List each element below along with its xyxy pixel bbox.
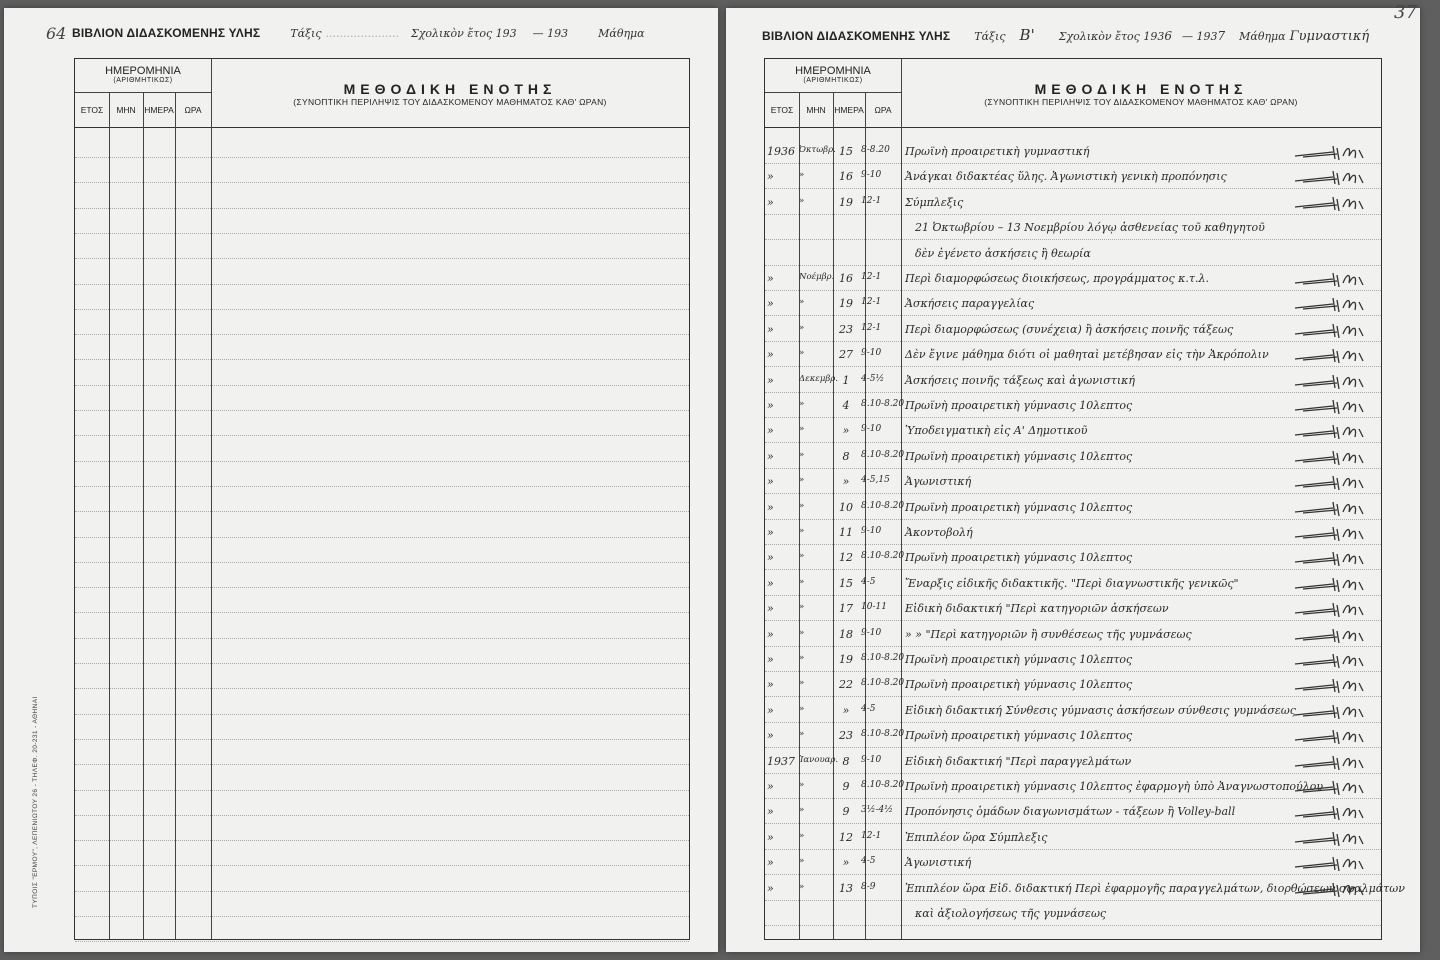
signature-mark	[1293, 828, 1371, 848]
entry-year: »	[767, 602, 774, 616]
entry-month: »	[799, 348, 805, 359]
entry-year: »	[767, 780, 774, 793]
entry-text: Σύμπλεξις	[905, 195, 964, 209]
entry-day: 19	[839, 653, 853, 666]
entry-hour: 12-1	[861, 297, 882, 308]
ruled-line	[75, 739, 689, 740]
col-hour-header: ΩΡΑ	[874, 105, 892, 115]
entry-hour: 8.10-8.20	[861, 678, 905, 689]
table-row	[765, 698, 1381, 723]
entry-text: Ἐπιπλέον ὥρα Εἰδ. διδακτική Περὶ ἐφαρμογῆς παραγγελμάτων, διορθώσεων σφαλμάτων	[905, 881, 1405, 895]
entry-hour: 9-10	[861, 754, 882, 765]
entry-year: »	[767, 424, 774, 438]
entry-text: Πρωϊνὴ προαιρετικὴ γύμνασις 10λεπτος	[905, 653, 1133, 666]
right-page-header	[762, 26, 1369, 44]
signature-mark	[1293, 345, 1371, 365]
entry-text: Ἐπιπλέον ὥρα Σύμπλεξις	[905, 830, 1048, 844]
signature-mark	[1293, 193, 1371, 213]
entry-year: »	[767, 881, 774, 895]
right-page	[726, 2, 1420, 952]
year-value-2: 7	[1217, 29, 1226, 43]
entry-day: 9	[842, 805, 850, 819]
entry-hour: 12-1	[861, 272, 882, 282]
entry-hour: 12-1	[861, 830, 882, 841]
left-lesson-table	[74, 58, 690, 940]
entry-text: Ἔναρξις εἰδικῆς διδακτικῆς. "Περὶ διαγνωστικῆς γενικῶς"	[905, 576, 1239, 590]
entry-year: »	[767, 526, 774, 539]
entry-text: καὶ ἀξιολογήσεως τῆς γυμνάσεως	[915, 907, 1107, 920]
table-row	[765, 139, 1381, 164]
entry-year: »	[767, 195, 774, 209]
entry-month: Ἰανουαρ.	[799, 754, 839, 765]
entry-month: »	[799, 678, 805, 689]
entry-month: »	[799, 602, 805, 613]
entry-year: »	[767, 348, 774, 362]
ruled-line	[75, 891, 689, 892]
entry-text: Δὲν ἔγινε μάθημα διότι οἱ μαθηταὶ μετέβησαν εἰς τὴν Ἀκρόπολιν	[905, 348, 1269, 362]
entry-text: Πρωϊνὴ προαιρετικὴ γύμνασις 10λεπτος	[905, 678, 1133, 692]
entry-text: Περὶ διαμορφώσεως διοικήσεως, προγράμματος κ.τ.λ.	[905, 272, 1209, 285]
table-row	[765, 266, 1381, 291]
col-month-header: ΜΗΝ	[116, 105, 136, 115]
entry-month: »	[799, 195, 805, 206]
entry-hour: 4-5	[861, 856, 876, 867]
table-row	[765, 317, 1381, 342]
entry-day: 12	[839, 551, 853, 565]
signature-mark	[1293, 472, 1371, 492]
table-row	[765, 774, 1381, 799]
signature-mark	[1293, 447, 1371, 467]
left-page-header: ΒΙΒΛΙΟΝ ΔΙΔΑΣΚΟΜΕΝΗΣ ΥΛΗΣ Τάξις ..................... Σχολικὸν ἔτος 193 — 193 Μάθημα	[72, 26, 645, 40]
entry-year: »	[767, 627, 774, 641]
main-column-header: ΜΕΘΟΔΙΚΗ ΕΝΟΤΗΣ (ΣΥΝΟΠΤΙΚΗ ΠΕΡΙΛΗΨΙΣ ΤΟΥ ΔΙΔΑΣΚΟΜΕΝΟΥ ΜΑΘΗΜΑΤΟΣ ΚΑΘ' ΩΡΑΝ)	[984, 81, 1298, 107]
entry-day: 4	[842, 399, 850, 412]
entry-year: 1937	[767, 754, 795, 768]
entry-text: Πρωϊνὴ προαιρετικὴ γύμνασις 10λεπτος	[905, 449, 1133, 463]
entry-day: 27	[839, 348, 853, 362]
entry-text: Ἀνάγκαι διδακτέας ὕλης. Ἀγωνιστικὴ γενικὴ προπόνησις	[905, 170, 1227, 184]
ruled-line	[75, 688, 689, 689]
entry-month: »	[799, 551, 805, 562]
year-label: Σχολικὸν ἔτος 193	[410, 27, 517, 40]
entry-hour: 10-11	[861, 602, 887, 613]
entry-text: Εἰδικὴ διδακτική "Περὶ κατηγοριῶν ἀσκήσεων	[905, 602, 1169, 616]
signature-mark	[1293, 498, 1371, 518]
ruled-line	[75, 410, 689, 411]
entry-hour: 4-5½	[861, 373, 885, 384]
table-row	[765, 622, 1381, 647]
table-row	[765, 444, 1381, 469]
entry-year: »	[767, 475, 774, 489]
entry-month: »	[799, 576, 805, 587]
entry-year: »	[767, 297, 774, 311]
entry-text: 21 Ὀκτωβρίου – 13 Νοεμβρίου λόγῳ ἀσθενείας τοῦ καθηγητοῦ	[915, 221, 1265, 235]
corner-page-mark: 64	[46, 24, 67, 43]
table-row	[765, 393, 1381, 418]
ruled-line	[75, 790, 689, 791]
ruled-line	[75, 840, 689, 841]
signature-mark	[1293, 650, 1371, 670]
signature-mark	[1293, 548, 1371, 568]
ruled-line	[75, 916, 689, 917]
entry-year: »	[767, 805, 774, 819]
signature-mark	[1293, 523, 1371, 543]
entry-hour: 9-10	[861, 526, 882, 536]
entry-hour: 8-9	[861, 881, 876, 892]
ruled-line	[75, 587, 689, 588]
date-header: ΗΜΕΡΟΜΗΝΙΑ (ΑΡΙΘΜΗΤΙΚΩΣ)	[795, 65, 871, 84]
entry-year: »	[767, 449, 774, 463]
signature-mark	[1293, 269, 1371, 289]
table-row	[765, 241, 1381, 266]
subject-label: Μάθημα	[598, 27, 645, 40]
entry-hour: 9-10	[861, 170, 882, 181]
ruled-line	[75, 941, 689, 942]
col-month-header: ΜΗΝ	[806, 105, 826, 115]
ruled-line	[75, 764, 689, 765]
year-separator: — 193	[532, 27, 569, 40]
entry-month: »	[799, 500, 805, 511]
entry-text: Εἰδικὴ διδακτική "Περὶ παραγγελμάτων	[905, 754, 1132, 768]
table-row	[765, 190, 1381, 215]
entry-hour: 4-5,15	[861, 475, 890, 486]
entry-text: Πρωϊνὴ προαιρετικὴ γυμναστική	[905, 145, 1090, 158]
ruled-line	[75, 208, 689, 209]
entry-hour: 9-10	[861, 424, 882, 435]
entry-day: 12	[839, 830, 853, 844]
entry-text: Εἰδικὴ διδακτική Σύνθεσις γύμνασις ἀσκήσεων σύνθεσις γυμνάσεως	[905, 703, 1296, 717]
entry-day: »	[842, 856, 850, 870]
entry-day: 13	[839, 881, 853, 895]
table-row	[765, 291, 1381, 316]
table-row	[765, 571, 1381, 596]
table-row	[765, 342, 1381, 367]
entry-year: »	[767, 576, 774, 590]
entry-hour: 8.10-8.20	[861, 551, 905, 562]
entry-hour: 3½-4½	[861, 805, 893, 816]
entry-year: »	[767, 703, 774, 717]
table-row	[765, 418, 1381, 443]
signature-mark	[1293, 421, 1371, 441]
signature-mark	[1293, 701, 1371, 721]
ruled-line	[75, 511, 689, 512]
entry-hour: 12-1	[861, 322, 882, 333]
entry-month: »	[799, 170, 805, 181]
book-title: ΒΙΒΛΙΟΝ ΔΙΔΑΣΚΟΜΕΝΗΣ ΥΛΗΣ	[762, 29, 951, 43]
entry-text: Ἀκοντοβολή	[905, 526, 973, 539]
entry-month: »	[799, 856, 805, 867]
entry-month: »	[799, 780, 805, 790]
class-label: Τάξις	[290, 27, 322, 40]
ruled-line	[75, 359, 689, 360]
entry-year: 1936	[767, 145, 795, 158]
entry-hour: 8.10-8.20	[861, 653, 905, 663]
signature-mark	[1293, 777, 1371, 797]
entry-day: 15	[839, 145, 853, 158]
right-lesson-table	[764, 58, 1405, 940]
entry-hour: 8.10-8.20	[861, 500, 905, 511]
ruled-line	[75, 284, 689, 285]
col-day-header: ΗΜΕΡΑ	[144, 105, 174, 115]
ruled-line	[75, 157, 689, 158]
entry-month: Νοέμβρ.	[799, 272, 835, 282]
entry-hour: 8.10-8.20	[861, 729, 905, 740]
table-row	[765, 596, 1381, 621]
class-label: Τάξις	[974, 30, 1006, 43]
entry-month: »	[799, 526, 805, 536]
entry-hour: 4-5	[861, 703, 876, 714]
entry-day: 17	[839, 602, 853, 616]
class-value: Β'	[1019, 26, 1035, 44]
entry-day: 19	[839, 297, 853, 311]
col-year-header: ΕΤΟΣ	[770, 105, 794, 115]
ruled-line	[75, 385, 689, 386]
ruled-line	[75, 486, 689, 487]
entry-text: » » "Περὶ κατηγοριῶν ἢ συνθέσεως τῆς γυμνάσεως	[905, 627, 1192, 641]
signature-mark	[1293, 853, 1371, 873]
col-day-header: ΗΜΕΡΑ	[834, 105, 864, 115]
signature-mark	[1293, 675, 1371, 695]
signature-mark	[1293, 599, 1371, 619]
year-value-1: 6	[1164, 29, 1172, 43]
entry-day: 16	[839, 272, 853, 285]
entry-hour: 9-10	[861, 348, 882, 359]
entry-day: 19	[839, 195, 853, 209]
ruled-line	[765, 925, 1381, 926]
entry-text: Προπόνησις ὁμάδων διαγωνισμάτων - τάξεων ἢ Volley-ball	[905, 805, 1236, 819]
entry-hour: 8.10-8.20	[861, 399, 905, 409]
signature-mark	[1293, 625, 1371, 645]
entry-text: Πρωϊνὴ προαιρετικὴ γύμνασις 10λεπτος ἐφαρμογὴ ὑπὸ Ἀναγνωστοπούλου	[905, 780, 1324, 793]
entry-day: »	[842, 475, 850, 489]
entry-hour: 9-10	[861, 627, 882, 638]
table-row	[765, 545, 1381, 570]
subject-value: Γυμναστική	[1289, 29, 1370, 44]
signature-mark	[1293, 802, 1371, 822]
table-row	[765, 647, 1381, 672]
table-row	[765, 749, 1381, 774]
entry-text: Ἀγωνιστική	[905, 475, 972, 489]
entry-hour: 8.10-8.20	[861, 449, 905, 460]
entry-year: »	[767, 500, 774, 514]
entry-text: Ἀγωνιστική	[905, 856, 972, 870]
entry-year: »	[767, 551, 774, 565]
table-row	[765, 901, 1381, 926]
entry-day: 16	[839, 170, 853, 184]
entry-text: Πρωϊνὴ προαιρετικὴ γύμνασις 10λεπτος	[905, 551, 1133, 565]
ruled-line	[75, 663, 689, 664]
entry-month: Ὀκτωβρ.	[799, 145, 836, 155]
table-row	[765, 469, 1381, 494]
entry-text: δὲν ἐγένετο ἀσκήσεις ἢ θεωρία	[915, 246, 1091, 260]
ruled-line	[75, 435, 689, 436]
signature-mark	[1293, 371, 1371, 391]
entry-text: Ἀσκήσεις ποινῆς τάξεως καὶ ἀγωνιστική	[905, 373, 1135, 387]
col-hour-header: ΩΡΑ	[184, 105, 202, 115]
ruled-line	[75, 461, 689, 462]
entry-year: »	[767, 373, 774, 387]
signature-mark	[1293, 726, 1371, 746]
signature-mark	[1293, 752, 1371, 772]
entry-text: Πρωϊνὴ προαιρετικὴ γύμνασις 10λεπτος	[905, 399, 1133, 412]
entry-year: »	[767, 272, 774, 285]
signature-mark	[1293, 574, 1371, 594]
col-year-header: ΕΤΟΣ	[80, 105, 104, 115]
signature-mark	[1293, 167, 1371, 187]
ruled-line	[75, 309, 689, 310]
ruled-line	[75, 233, 689, 234]
main-column-header: ΜΕΘΟΔΙΚΗ ΕΝΟΤΗΣ (ΣΥΝΟΠΤΙΚΗ ΠΕΡΙΛΗΨΙΣ ΤΟΥ ΔΙΔΑΣΚΟΜΕΝΟΥ ΜΑΘΗΜΑΤΟΣ ΚΑΘ' ΩΡΑΝ)	[293, 81, 607, 107]
ruled-line	[75, 537, 689, 538]
entry-text: Πρωϊνὴ προαιρετικὴ γύμνασις 10λεπτος	[905, 500, 1133, 514]
table-row	[765, 850, 1381, 875]
entry-month: »	[799, 703, 805, 714]
entry-day: »	[842, 703, 850, 717]
entry-day: 23	[839, 322, 853, 336]
entry-month: »	[799, 653, 805, 663]
entry-year: »	[767, 653, 774, 666]
entry-year: »	[767, 399, 774, 412]
entry-year: »	[767, 170, 774, 184]
table-row	[765, 825, 1381, 850]
ruled-line	[75, 865, 689, 866]
entry-year: »	[767, 729, 774, 743]
left-page	[4, 8, 718, 952]
entry-month: »	[799, 805, 805, 816]
ruled-line	[75, 638, 689, 639]
book-title: ΒΙΒΛΙΟΝ ΔΙΔΑΣΚΟΜΕΝΗΣ ΥΛΗΣ	[72, 26, 261, 40]
ruled-line	[75, 562, 689, 563]
entry-month: »	[799, 881, 805, 892]
entry-day: »	[842, 424, 850, 438]
table-row	[765, 164, 1381, 189]
signature-mark	[1293, 142, 1371, 162]
subject-label: Μάθημα	[1239, 30, 1286, 43]
entry-hour: 8.10-8.20	[861, 780, 905, 790]
entry-month: »	[799, 627, 805, 638]
entry-day: 10	[839, 500, 853, 514]
entry-month: »	[799, 424, 805, 435]
entry-day: 9	[842, 780, 850, 793]
ruled-line	[75, 258, 689, 259]
entry-year: »	[767, 856, 774, 870]
ruled-line	[75, 714, 689, 715]
entry-day: 8	[842, 754, 850, 768]
table-row	[765, 520, 1381, 545]
entry-day: 18	[839, 627, 853, 641]
printer-imprint: ΤΥΠΟΙΣ "ΕΡΜΟΥ", ΛΕΠΕΝΙΩΤΟΥ 26 - ΤΗΛΕΦ. 20-231 - ΑΘΗΝΑΙ	[32, 696, 39, 908]
entry-hour: 12-1	[861, 195, 882, 206]
entry-month: »	[799, 449, 805, 460]
ruled-line	[75, 815, 689, 816]
year-label: Σχολικὸν ἔτος 193	[1058, 30, 1165, 43]
ruled-line	[75, 612, 689, 613]
entry-month: »	[799, 475, 805, 486]
entry-day: 1	[842, 373, 850, 387]
table-row	[765, 876, 1405, 901]
entry-day: 15	[839, 576, 853, 590]
entry-month: »	[799, 322, 805, 333]
entry-text: Ἀσκήσεις παραγγελίας	[905, 297, 1035, 311]
entry-text: Ὑποδειγματικὴ εἰς Α' Δημοτικοῦ	[905, 424, 1088, 438]
date-header: ΗΜΕΡΟΜΗΝΙΑ (ΑΡΙΘΜΗΤΙΚΩΣ)	[105, 65, 181, 84]
entry-hour: 4-5	[861, 576, 876, 587]
entry-text: Πρωϊνὴ προαιρετικὴ γύμνασις 10λεπτος	[905, 729, 1133, 743]
entry-month: Δεκεμβρ.	[799, 373, 838, 384]
entry-text: Περὶ διαμορφώσεως (συνέχεια) ἢ ἀσκήσεις ποινῆς τάξεως	[905, 322, 1234, 336]
table-row	[765, 495, 1381, 520]
entry-year: »	[767, 830, 774, 844]
entry-year: »	[767, 678, 774, 692]
page-number: 37	[1394, 2, 1417, 23]
entry-month: »	[799, 399, 805, 409]
ruled-line	[75, 334, 689, 335]
table-row	[765, 672, 1381, 697]
ruled-line	[75, 182, 689, 183]
entry-hour: 8-8.20	[861, 145, 890, 155]
entry-day: 8	[842, 449, 850, 463]
entry-year: »	[767, 322, 774, 336]
table-row	[765, 799, 1381, 824]
table-row	[765, 723, 1381, 748]
entry-day: 11	[839, 526, 853, 539]
entry-day: 22	[839, 678, 853, 692]
entry-month: »	[799, 729, 805, 740]
signature-mark	[1293, 320, 1371, 340]
signature-mark	[1293, 294, 1371, 314]
entry-month: »	[799, 830, 805, 841]
signature-mark	[1293, 396, 1371, 416]
signature-mark	[1293, 879, 1371, 899]
entry-day: 23	[839, 729, 853, 743]
table-row	[765, 215, 1381, 240]
table-row	[765, 368, 1381, 393]
year-separator: — 193	[1181, 30, 1218, 43]
entry-month: »	[799, 297, 805, 308]
